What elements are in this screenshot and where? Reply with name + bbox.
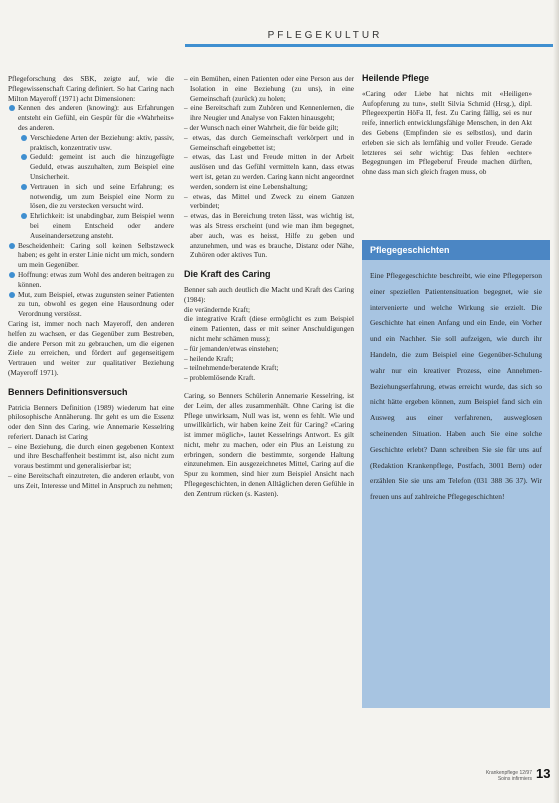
list-item-text: Bescheidenheit: Caring soll keinen Selbstzweck haben; es geht in erster Linie nicht um mich, sondern um mein Gegenüber. [18, 240, 174, 270]
list-item: – eine Bereitschaft einzutreten, die anderen erlaubt, von uns Zeit, Interesse und Mittel in Anspruch zu nehmen; [8, 471, 174, 490]
list-item-text: Geduld: gemeint ist auch die hinzugefügte Geduld, etwas auszuhalten, zum Beispiel eine Unsicherheit. [30, 152, 174, 181]
bullet-dot-icon [21, 184, 27, 190]
list-item-text: Verschiedene Arten der Beziehung: aktiv, passiv, praktisch, konzentrativ usw. [30, 132, 174, 152]
list-item: – teilnehmende/beratende Kraft; [184, 363, 279, 373]
dimension-list [8, 103, 174, 319]
bullet-dot-icon [9, 243, 15, 249]
list-item-text: Ehrlichkeit: ist unabdingbar, zum Beispiel wenn bei einem Entscheid oder andere Auseinandersetzung ansteht. [30, 211, 174, 240]
list-item-text: Mut, zum Beispiel, etwas zugunsten seiner Patienten zu tun, obwohl es gegen eine Hausordnung oder Verordnung verstösst. [18, 289, 174, 319]
list-item-text: Hoffnung: etwas zum Wohl des anderen beitragen zu können. [18, 269, 174, 289]
list-item [8, 133, 174, 153]
bullet-dot-icon [9, 105, 15, 111]
list-item: – eine Beziehung, die durch einen gegebenen Kontext und ihre Beschaffenheit bestimmt ist, also nicht zum voraus bestimmt und generalisierbar ist; [8, 441, 174, 471]
list-item [8, 182, 174, 211]
list-item: – für jemanden/etwas einstehen; [184, 343, 279, 353]
bullet-dot-icon [21, 213, 27, 219]
pflegegeschichten-box [362, 240, 550, 708]
list-item [8, 152, 174, 181]
bullet-dot-icon [21, 154, 27, 160]
list-item: – heilende Kraft; [184, 353, 234, 363]
list-item: – etwas, das in Bereichung treten lässt, was wichtig ist, was als Stress erscheint (und wie man ihm begegnet, aber auch, was es heisst, Hilfe zu geben und anzunehmen, und was es brauche, Distanz oder Nähe, Zuhören oder aktives Tun. [184, 211, 354, 260]
heilende-paragraph: «Caring oder Liebe hat nichts mit «Heiligen» Aufopferung zu tun», stellt Silvia Schmid (Hrsg.), dipl. Pflegeexpertin HöFa II, fest. Zu Caring fällig, sei es nur reife, innerlich entwicklungsfähige Menschen, in den Akt des Gebens (Empfinden sie es selbstlos), und darin erleben sie sich als lernfähig und voller Freude. Gerade letzteres sei sehr wichtig: Das fehlen «echter» Begegnungen im Pflegeberuf Freude machen dürften, ohne dass man sich gleich fragen muss, ob [362, 88, 532, 177]
box-title: Pflegegeschichten [362, 240, 550, 260]
heading-kraft: Die Kraft des Caring [184, 269, 271, 280]
list-item: die verändernde Kraft; [184, 304, 251, 314]
box-text: Eine Pflegegeschichte beschreibt, wie eine Pflegeperson einer speziellen Patientensituation begegnet, wie sie intervenierte und welche Wirkung sie erzielt. Die Geschichte hat einen Anfang und ein Ende, ein Vorher und ein Nachher. Sie soll aufzeigen, wie durch ihr Handeln, die zum Beispiel eine Gegenüber-Schulung wahr nur ein kreativer Prozess, eine Annehmen-Beziehungserfahrung, etwas erreicht wurde, das sich so nicht hätte ergeben können, zum Beispiel fand sich ein Ausweg aus einer verfahrenen, ausweglosen scheinenden Situation. Haben auch Sie eine solche Geschichte erlebt? Dann schreiben Sie sie für uns auf (Redaktion Krankenpflege, Postfach, 3001 Bern) oder erzählen Sie sie uns am Telefon (031 388 36 37). Wir freuen uns auf zahlreiche Pflegegeschichten! [370, 271, 542, 502]
header-rule [185, 44, 559, 47]
benner-paragraph: Patricia Benners Definition (1989) wiederum hat eine philosophische Annäherung. Ihr geht es um die Essenz oder den Sinn des Caring, wie Annemarie Kesselring referiert. Danach ist Caring [8, 402, 174, 441]
list-item: die integrative Kraft (diese ermöglicht es zum Beispiel einem Patienten, dass er mit seiner Anschuldigungen nicht mehr schämen muss); [184, 314, 354, 343]
page-number: 13 [536, 766, 551, 781]
list-item-text: Vertrauen in sich und seine Erfahrung; es notwendig, um zum Beispiel eine Norm zu lösen, die zu verstecken versucht wird. [30, 181, 174, 211]
list-item-text: Kennen des anderen (knowing): aus Erfahrungen entsteht ein Gefühl, ein Gespür für die «Wahrheits» des anderen. [18, 103, 174, 132]
bullet-dot-icon [21, 135, 27, 141]
list-item: – eine Bereitschaft zum Zuhören und Kennenlernen, die ihre Neugier und Analyse von Fakten hinausgeht; [184, 103, 354, 123]
page-edge [553, 0, 559, 803]
list-item: – etwas, das Mittel und Zweck zu einem Ganzen verbindet; [184, 191, 354, 211]
list-item: – etwas, das durch Gemeinschaft verkörpert und in Gemeinschaft eingebettet ist; [184, 132, 354, 152]
heading-benner: Benners Definitionsversuch [8, 386, 128, 397]
list-item [8, 290, 174, 319]
list-item: – etwas, das Last und Freude mitten in der Arbeit auslösen und das Gefühl vermitteln kann, dass etwas wert ist, getan zu werden. Caring kann nicht angeordnet werden, sondern ist eine Lebenshaltung; [184, 152, 354, 191]
kraft-paragraph: Benner sah auch deutlich die Macht und Kraft des Caring (1984): [184, 284, 354, 304]
benner-list [8, 442, 174, 491]
kesselring-paragraph: Caring, so Benners Schülerin Annemarie Kesselring, ist der Leim, der alles zusammenhält. Ohne Caring ist die Pflege unwirksam, Null was ist, wenn es fehlt. Wie und unwillkürlich, wir haben keine Zeit für Caring? «Caring ist immer möglich», lautet Kesselrings Antwort. Es gilt nicht, mehr zu machen, oder ein Plus an Leistung zu erbringen, sondern die bestimmte, sorgende Haltung einzunehmen. Ein ausgezeichnetes Mittel, Caring auf die Spur zu kommen, sind hier zum Beispiel Ansicht nach Pflegegeschichten, in denen Alltäglichen deren Gefühle in den Zentrum rücken (s. Kasten). [184, 390, 354, 498]
caring-list [184, 74, 354, 260]
outro-paragraph: Caring ist, immer noch nach Mayeroff, den anderen helfen zu wachsen, er das Gegenüber zum Bestreben, die andere Person mit zu gebrauchen, um die eigenen Ziele zu erreichen, und fördert auf gegenseitigem Vertrauen und weiter zur qualitativer Beziehung (Mayeroff 1971). [8, 318, 174, 377]
kraft-list [184, 305, 354, 383]
column-right [362, 74, 532, 177]
list-item [8, 103, 174, 132]
intro-paragraph: Pflegeforschung des SBK, zeigte auf, wie die Pflegewissenschaft Caring definiert. So hat Caring nach Milton Mayeroff (1971) acht Dimensionen: [8, 74, 174, 103]
list-item: – problemlösende Kraft. [184, 373, 256, 383]
list-item [8, 211, 174, 240]
bullet-dot-icon [9, 272, 15, 278]
list-item [8, 241, 174, 270]
list-item: – der Wunsch nach einer Wahrheit, die für beide gilt; [184, 122, 339, 132]
list-item [8, 270, 174, 290]
bullet-dot-icon [9, 292, 15, 298]
column-middle [184, 74, 354, 499]
list-item: – ein Bemühen, einen Patienten oder eine Person aus der Isolation in eine Beziehung (zu uns), in eine Gemeinschaft (zurück) zu holen; [184, 74, 354, 103]
heading-heilende-pflege: Heilende Pflege [362, 73, 430, 83]
section-header: PFLEGEKULTUR [267, 30, 383, 41]
column-left [8, 74, 174, 491]
journal-name: Krankenpflege 12/97 Soins infirmiers [485, 770, 532, 782]
